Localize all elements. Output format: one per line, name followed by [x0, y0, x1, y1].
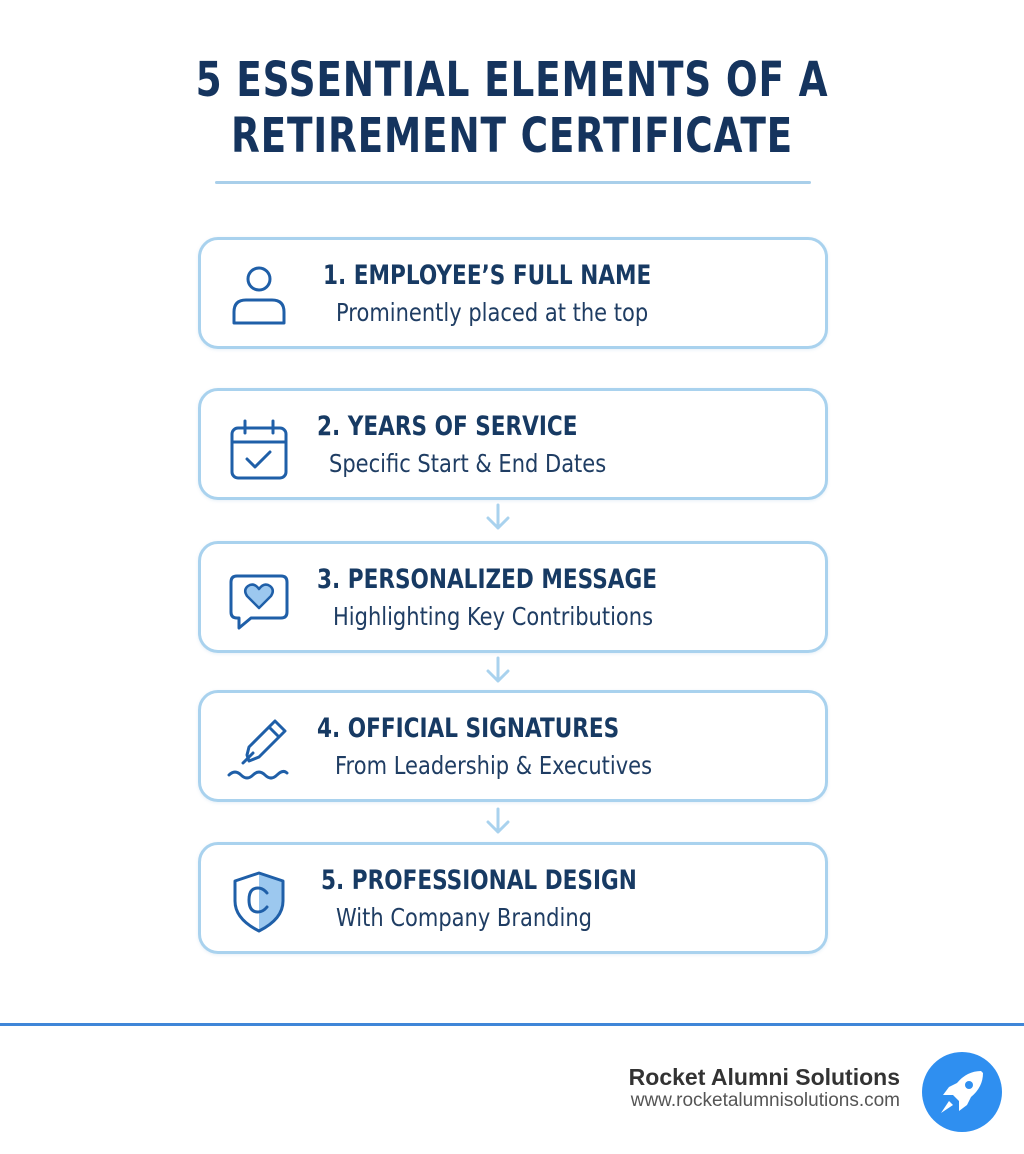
- element-description: Highlighting Key Contributions: [333, 602, 654, 631]
- brand-name: Rocket Alumni Solutions: [628, 1064, 900, 1090]
- down-arrow-icon: [483, 655, 513, 685]
- element-description: From Leadership & Executives: [335, 751, 653, 780]
- person-icon: [223, 262, 291, 330]
- element-title: 4. OFFICIAL SIGNATURES: [317, 713, 620, 744]
- calendar-check-icon: [223, 413, 291, 481]
- shield-c-icon: [223, 867, 291, 935]
- brand-url: www.rocketalumnisolutions.com: [630, 1090, 900, 1111]
- element-card-2: [198, 388, 828, 500]
- element-card-4: [198, 690, 828, 802]
- element-title: 1. EMPLOYEE’S FULL NAME: [323, 260, 652, 291]
- element-description: Specific Start & End Dates: [329, 449, 607, 478]
- page-title: [113, 52, 912, 164]
- element-title: 3. PERSONALIZED MESSAGE: [317, 564, 657, 595]
- element-description: With Company Branding: [336, 903, 592, 932]
- element-title: 5. PROFESSIONAL DESIGN: [321, 865, 637, 896]
- element-card-5: [198, 842, 828, 954]
- down-arrow-icon: [483, 502, 513, 532]
- heart-message-icon: [223, 566, 291, 634]
- pen-signature-icon: [223, 715, 291, 783]
- element-card-3: [198, 541, 828, 653]
- page-title-line-2: RETIREMENT CERTIFICATE: [230, 108, 794, 164]
- rocket-icon: [921, 1051, 1003, 1133]
- element-title: 2. YEARS OF SERVICE: [317, 411, 578, 442]
- down-arrow-icon: [483, 806, 513, 836]
- footer-divider: [0, 1023, 1024, 1026]
- element-description: Prominently placed at the top: [336, 298, 649, 327]
- title-divider: [215, 181, 811, 184]
- element-card-1: [198, 237, 828, 349]
- page-title-line-1: 5 ESSENTIAL ELEMENTS OF A: [195, 52, 829, 108]
